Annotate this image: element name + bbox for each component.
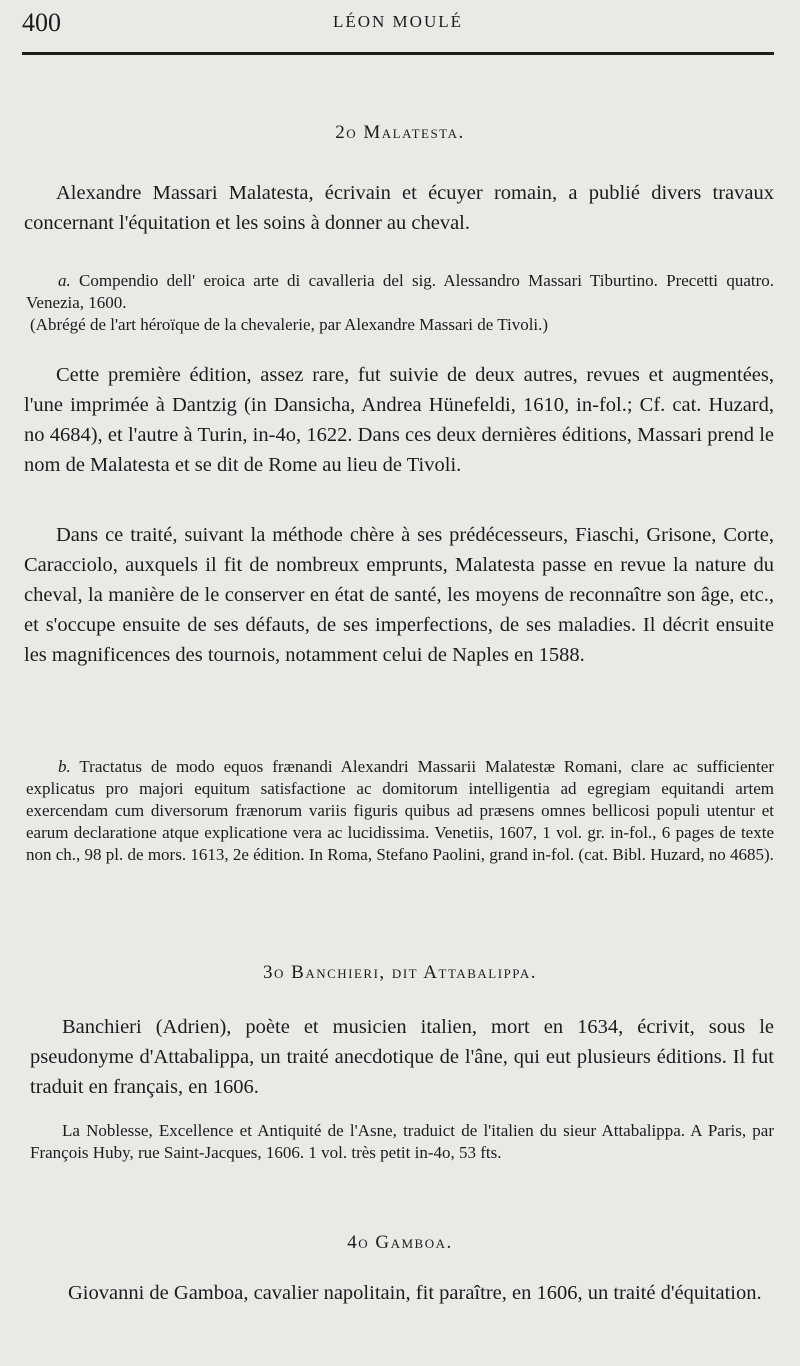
section-heading-malatesta: 2o Malatesta. (335, 122, 465, 143)
section-intro-gamboa: Giovanni de Gamboa, cavalier napolitain, fit paraître, en 1606, un traité d'équitation. (68, 1282, 762, 1304)
note-banchieri: La Noblesse, Excellence et Antiquité de l'Asne, traduict de l'italien du sieur Attabalippa. A Paris, par François Huby, rue Saint-Jacques, 1606. 1 vol. très petit in-4o, 53 fts. (30, 1121, 774, 1162)
section-intro-banchieri: Banchieri (Adrien), poète et musicien italien, mort en 1634, écrivit, sous le pseudonyme d'Attabalippa, un traité anecdotique de l'âne, qui eut plusieurs éditions. Il fut traduit en français, en 1606. (30, 1016, 774, 1098)
section-intro-malatesta: Alexandre Massari Malatesta, écrivain et écuyer romain, a publié divers travaux concernant l'équitation et les soins à donner au cheval. (24, 182, 774, 234)
note-b-label: b. (58, 757, 71, 776)
note-a-text: Compendio dell' eroica arte di cavalleria del sig. Alessandro Massari Tiburtino. Precetti quatro. Venezia, 1600. (26, 271, 774, 312)
page-header (22, 4, 774, 52)
paragraph-editions: Cette première édition, assez rare, fut suivie de deux autres, revues et augmentées, l'une imprimée à Dantzig (in Dansicha, Andrea Hünefeldi, 1610, in-fol.; Cf. cat. Huzard, no 4684), et l'autre à Turin, in-4o, 1622. Dans ces deux dernières éditions, Massari prend le nom de Malatesta et se dit de Rome au lieu de Tivoli. (24, 364, 774, 476)
section-heading-gamboa: 4o Gamboa. (347, 1232, 453, 1253)
note-a-translation: (Abrégé de l'art héroïque de la chevalerie, par Alexandre Massari de Tivoli.) (30, 315, 549, 334)
note-b-text: Tractatus de modo equos frænandi Alexandri Massarii Malatestæ Romani, clare ac sufficienter explicatus pro majori equitum satisfactione ac domitorum intelligentia ad egregiam equitandi artem exercendam cum diversorum frænorum variis figuris quibus ad præsens omnes bellicosi populi utentur et earum declaratione atque explicatione vera ac lucidissima. Venetiis, 1607, 1 vol. gr. in-fol., 6 pages de texte non ch., 98 pl. de mors. 1613, 2e édition. In Roma, Stefano Paolini, grand in-fol. (cat. Bibl. Huzard, no 4685). (26, 757, 774, 864)
section-heading-banchieri: 3o Banchieri, dit Attabalippa. (263, 962, 537, 983)
header-rule (22, 52, 774, 55)
note-a-label: a. (58, 271, 71, 290)
note-b (26, 756, 774, 866)
note-a (26, 270, 774, 314)
running-head: LÉON MOULÉ (332, 12, 463, 31)
paragraph-treatise: Dans ce traité, suivant la méthode chère à ses prédécesseurs, Fiaschi, Grisone, Corte, Caracciolo, auxquels il fit de nombreux emprunts, Malatesta passe en revue la nature du cheval, la manière de le conserver en état de santé, les moyens de reconnaître son âge, etc., et s'occupe ensuite de ses défauts, de ses imperfections, de ses maladies. Il décrit ensuite les magnificences des tournois, notamment celui de Naples en 1588. (24, 524, 774, 666)
page-number: 400 (22, 8, 61, 37)
